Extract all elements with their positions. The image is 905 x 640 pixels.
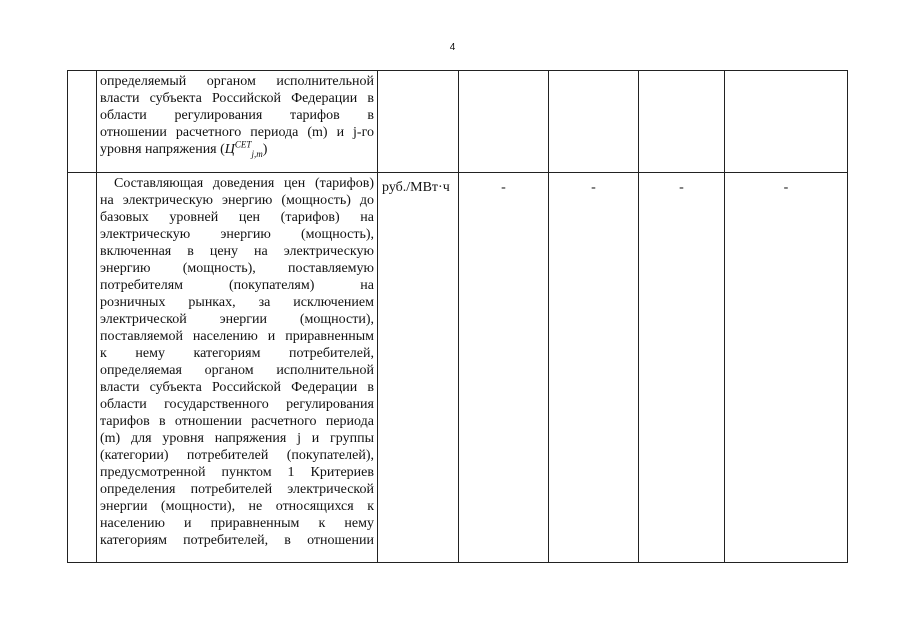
description-line: власти субъекта Российской Федерации в <box>100 380 374 395</box>
description-line: области регулирования тарифов в <box>100 108 374 123</box>
value-cell <box>639 71 725 173</box>
description-line: тарифов в отношении расчетного периода <box>100 414 374 429</box>
description-line: предусмотренной пунктом 1 Критериев <box>100 465 374 480</box>
tariff-table <box>67 70 848 563</box>
description-line: (m) для уровня напряжения j и группы <box>100 431 374 446</box>
description-line: определения потребителей электрической <box>100 482 374 497</box>
description-line: области государственного регулирования <box>100 397 374 412</box>
row-number-cell <box>68 173 97 563</box>
description-line: к нему категориям потребителей, <box>100 346 374 361</box>
description-line-with-symbol: уровня напряжения $(Ц^{СЕТ}_{j,m})$ <box>100 139 268 159</box>
description-line: власти субъекта Российской Федерации в <box>100 91 374 106</box>
unit-cell <box>378 71 459 173</box>
description-line: Составляющая доведения цен (тарифов) <box>114 176 374 191</box>
value-cell: - <box>549 173 639 563</box>
description-line: на электрическую энергию (мощность) до <box>100 193 374 208</box>
description-cell <box>97 71 378 173</box>
page-number: 4 <box>449 42 456 53</box>
description-line: категориям потребителей, в отношении <box>100 533 374 548</box>
description-line: поставляемой населению и приравненным <box>100 329 374 344</box>
description-line: электрическую энергию (мощность), <box>100 227 374 242</box>
description-line: энергии (мощности), не относящихся к <box>100 499 374 514</box>
description-line: розничных рынках, за исключением <box>100 295 374 310</box>
description-line: определяемая органом исполнительной <box>100 363 374 378</box>
value-cell <box>549 71 639 173</box>
tariff-symbol: $Ц^{СЕТ}_{j,m}$ <box>224 139 263 159</box>
description-line: энергию (мощность), поставляемую <box>100 261 374 276</box>
table-row-component <box>68 173 848 563</box>
description-line: потребителям (покупателям) на <box>100 278 374 293</box>
row-number-cell <box>68 71 97 173</box>
description-line: определяемый органом исполнительной <box>100 74 374 89</box>
table-row-continuation <box>68 71 848 173</box>
description-line: электрической энергии (мощности), <box>100 312 374 327</box>
value-cell: - <box>725 173 848 563</box>
value-cell: - <box>639 173 725 563</box>
description-line: включенная в цену на электрическую <box>100 244 374 259</box>
value-cell: - <box>459 173 549 563</box>
description-line: (категории) потребителей (покупателей), <box>100 448 374 463</box>
value-cell <box>725 71 848 173</box>
description-cell <box>97 173 378 563</box>
value-cell <box>459 71 549 173</box>
description-line: отношении расчетного периода (m) и j-го <box>100 125 374 140</box>
unit-cell: руб./МВт·ч <box>378 173 459 563</box>
description-line: населению и приравненным к нему <box>100 516 374 531</box>
description-line: базовых уровней цен (тарифов) на <box>100 210 374 225</box>
